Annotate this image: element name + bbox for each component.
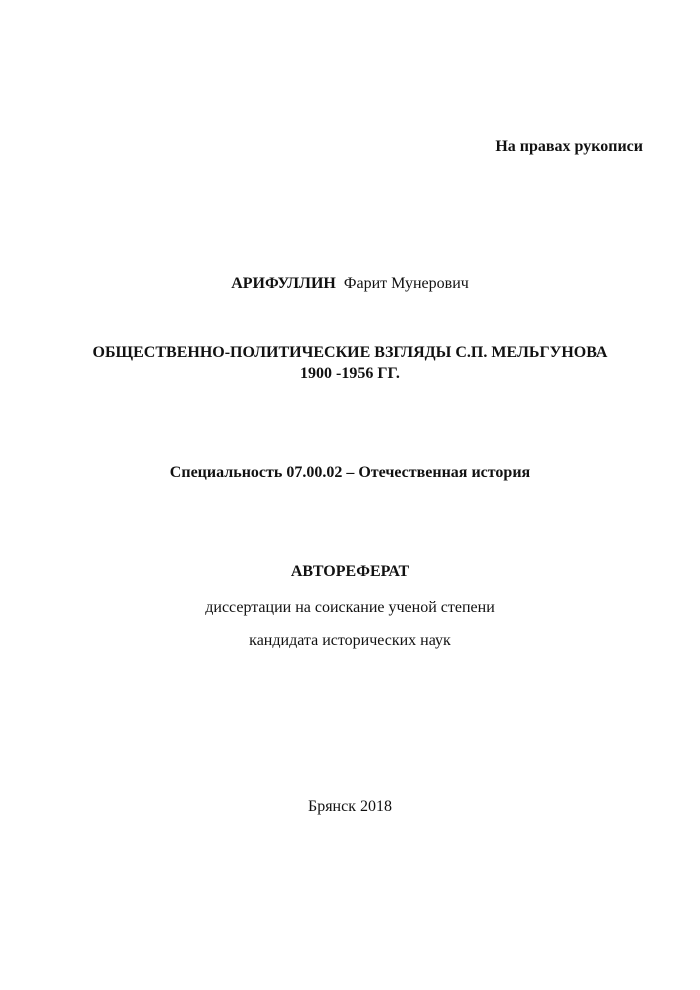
dissertation-title-line-2: 1900 -1956 ГГ. [300, 365, 400, 382]
degree-description-line-1: диссертации на соискание ученой степени [205, 599, 495, 616]
degree-description-line-2: кандидата исторических наук [249, 632, 451, 649]
specialty: Специальность 07.00.02 – Отечественная история [169, 464, 531, 481]
place-and-year: Брянск 2018 [308, 798, 392, 815]
rights-notice: На правах рукописи [495, 138, 643, 155]
document-type-label: АВТОРЕФЕРАТ [290, 563, 410, 580]
author-given-names: Фарит Мунерович [343, 275, 469, 292]
author-line [0, 274, 700, 294]
dissertation-title-line-1: ОБЩЕСТВЕННО-ПОЛИТИЧЕСКИЕ ВЗГЛЯДЫ С.П. МЕЛЬГУНОВА [92, 344, 608, 361]
author-surname: АРИФУЛЛИН [231, 275, 336, 292]
